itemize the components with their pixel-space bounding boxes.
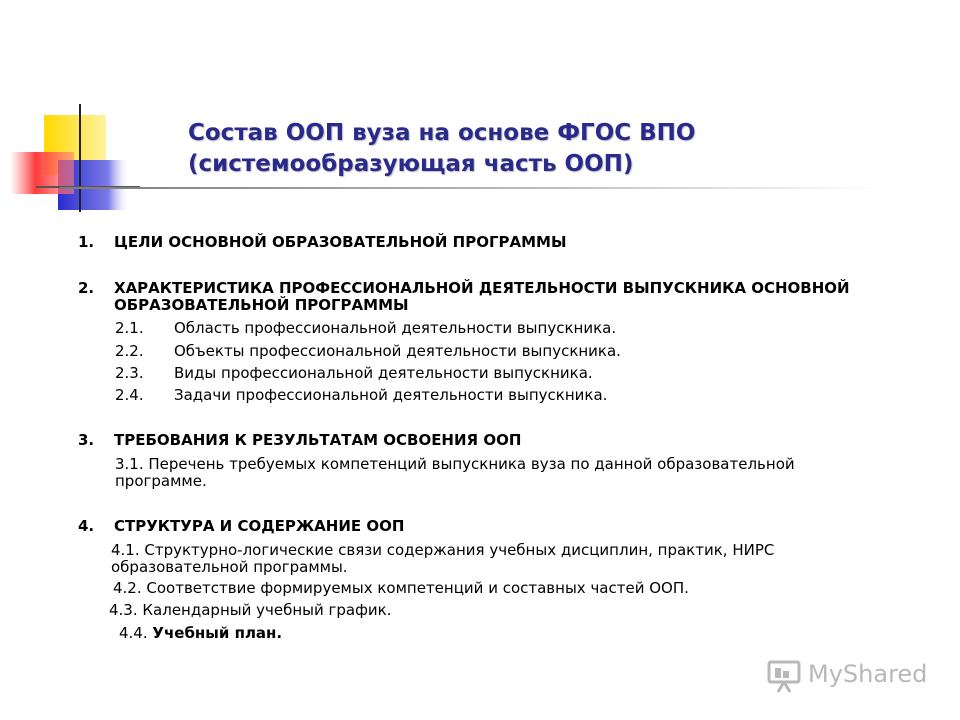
title-line-1: Состав ООП вуза на основе ФГОС ВПО bbox=[188, 120, 696, 146]
section-heading: ТРЕБОВАНИЯ К РЕЗУЛЬТАТАМ ОСВОЕНИЯ ООП bbox=[114, 431, 522, 449]
subsection-text: Виды профессиональной деятельности выпускника. bbox=[174, 364, 593, 382]
section-heading: ХАРАКТЕРИСТИКА ПРОФЕССИОНАЛЬНОЙ ДЕЯТЕЛЬНОСТИ ВЫПУСКНИКА ОСНОВНОЙ ОБРАЗОВАТЕЛЬНОЙ ПРОГРАММЫ bbox=[114, 279, 850, 314]
subsection-3-1: 3.1. Перечень требуемых компетенций выпускника вуза по данной образовательной программе. bbox=[115, 455, 795, 490]
subsection-text: Задачи профессиональной деятельности выпускника. bbox=[174, 386, 608, 404]
section-heading: ЦЕЛИ ОСНОВНОЙ ОБРАЗОВАТЕЛЬНОЙ ПРОГРАММЫ bbox=[114, 233, 567, 251]
subsection-4-2: 4.2. Соответствие формируемых компетенций и составных частей ООП. bbox=[113, 579, 689, 597]
subsection-4-4 bbox=[119, 625, 879, 642]
section-number: 3. bbox=[78, 431, 95, 449]
subsection-number: 2.1. bbox=[115, 319, 144, 337]
subsection-number: 4.4. bbox=[119, 624, 153, 642]
watermark bbox=[766, 656, 926, 696]
subsection-4-1: 4.1. Структурно-логические связи содержания учебных дисциплин, практик, НИРС образовательной программы. bbox=[111, 541, 775, 576]
subsection-number: 2.3. bbox=[115, 364, 144, 382]
section-number: 1. bbox=[78, 233, 95, 251]
section-number: 2. bbox=[78, 279, 95, 297]
title-line-2: (системообразующая часть ООП) bbox=[188, 151, 634, 177]
subsection-4-3: 4.3. Календарный учебный график. bbox=[109, 601, 392, 619]
subsection-number: 2.2. bbox=[115, 342, 144, 360]
subsection-text: Объекты профессиональной деятельности выпускника. bbox=[174, 342, 621, 360]
watermark-text: MyShared bbox=[808, 660, 928, 688]
section-heading: СТРУКТУРА И СОДЕРЖАНИЕ ООП bbox=[114, 517, 405, 535]
subsection-text: Область профессиональной деятельности выпускника. bbox=[174, 319, 617, 337]
subsection-number: 2.4. bbox=[115, 386, 144, 404]
subsection-text: Учебный план. bbox=[152, 624, 283, 642]
presentation-icon bbox=[766, 658, 804, 694]
page-title bbox=[188, 118, 695, 180]
section-number: 4. bbox=[78, 517, 95, 535]
title-divider bbox=[60, 187, 880, 189]
